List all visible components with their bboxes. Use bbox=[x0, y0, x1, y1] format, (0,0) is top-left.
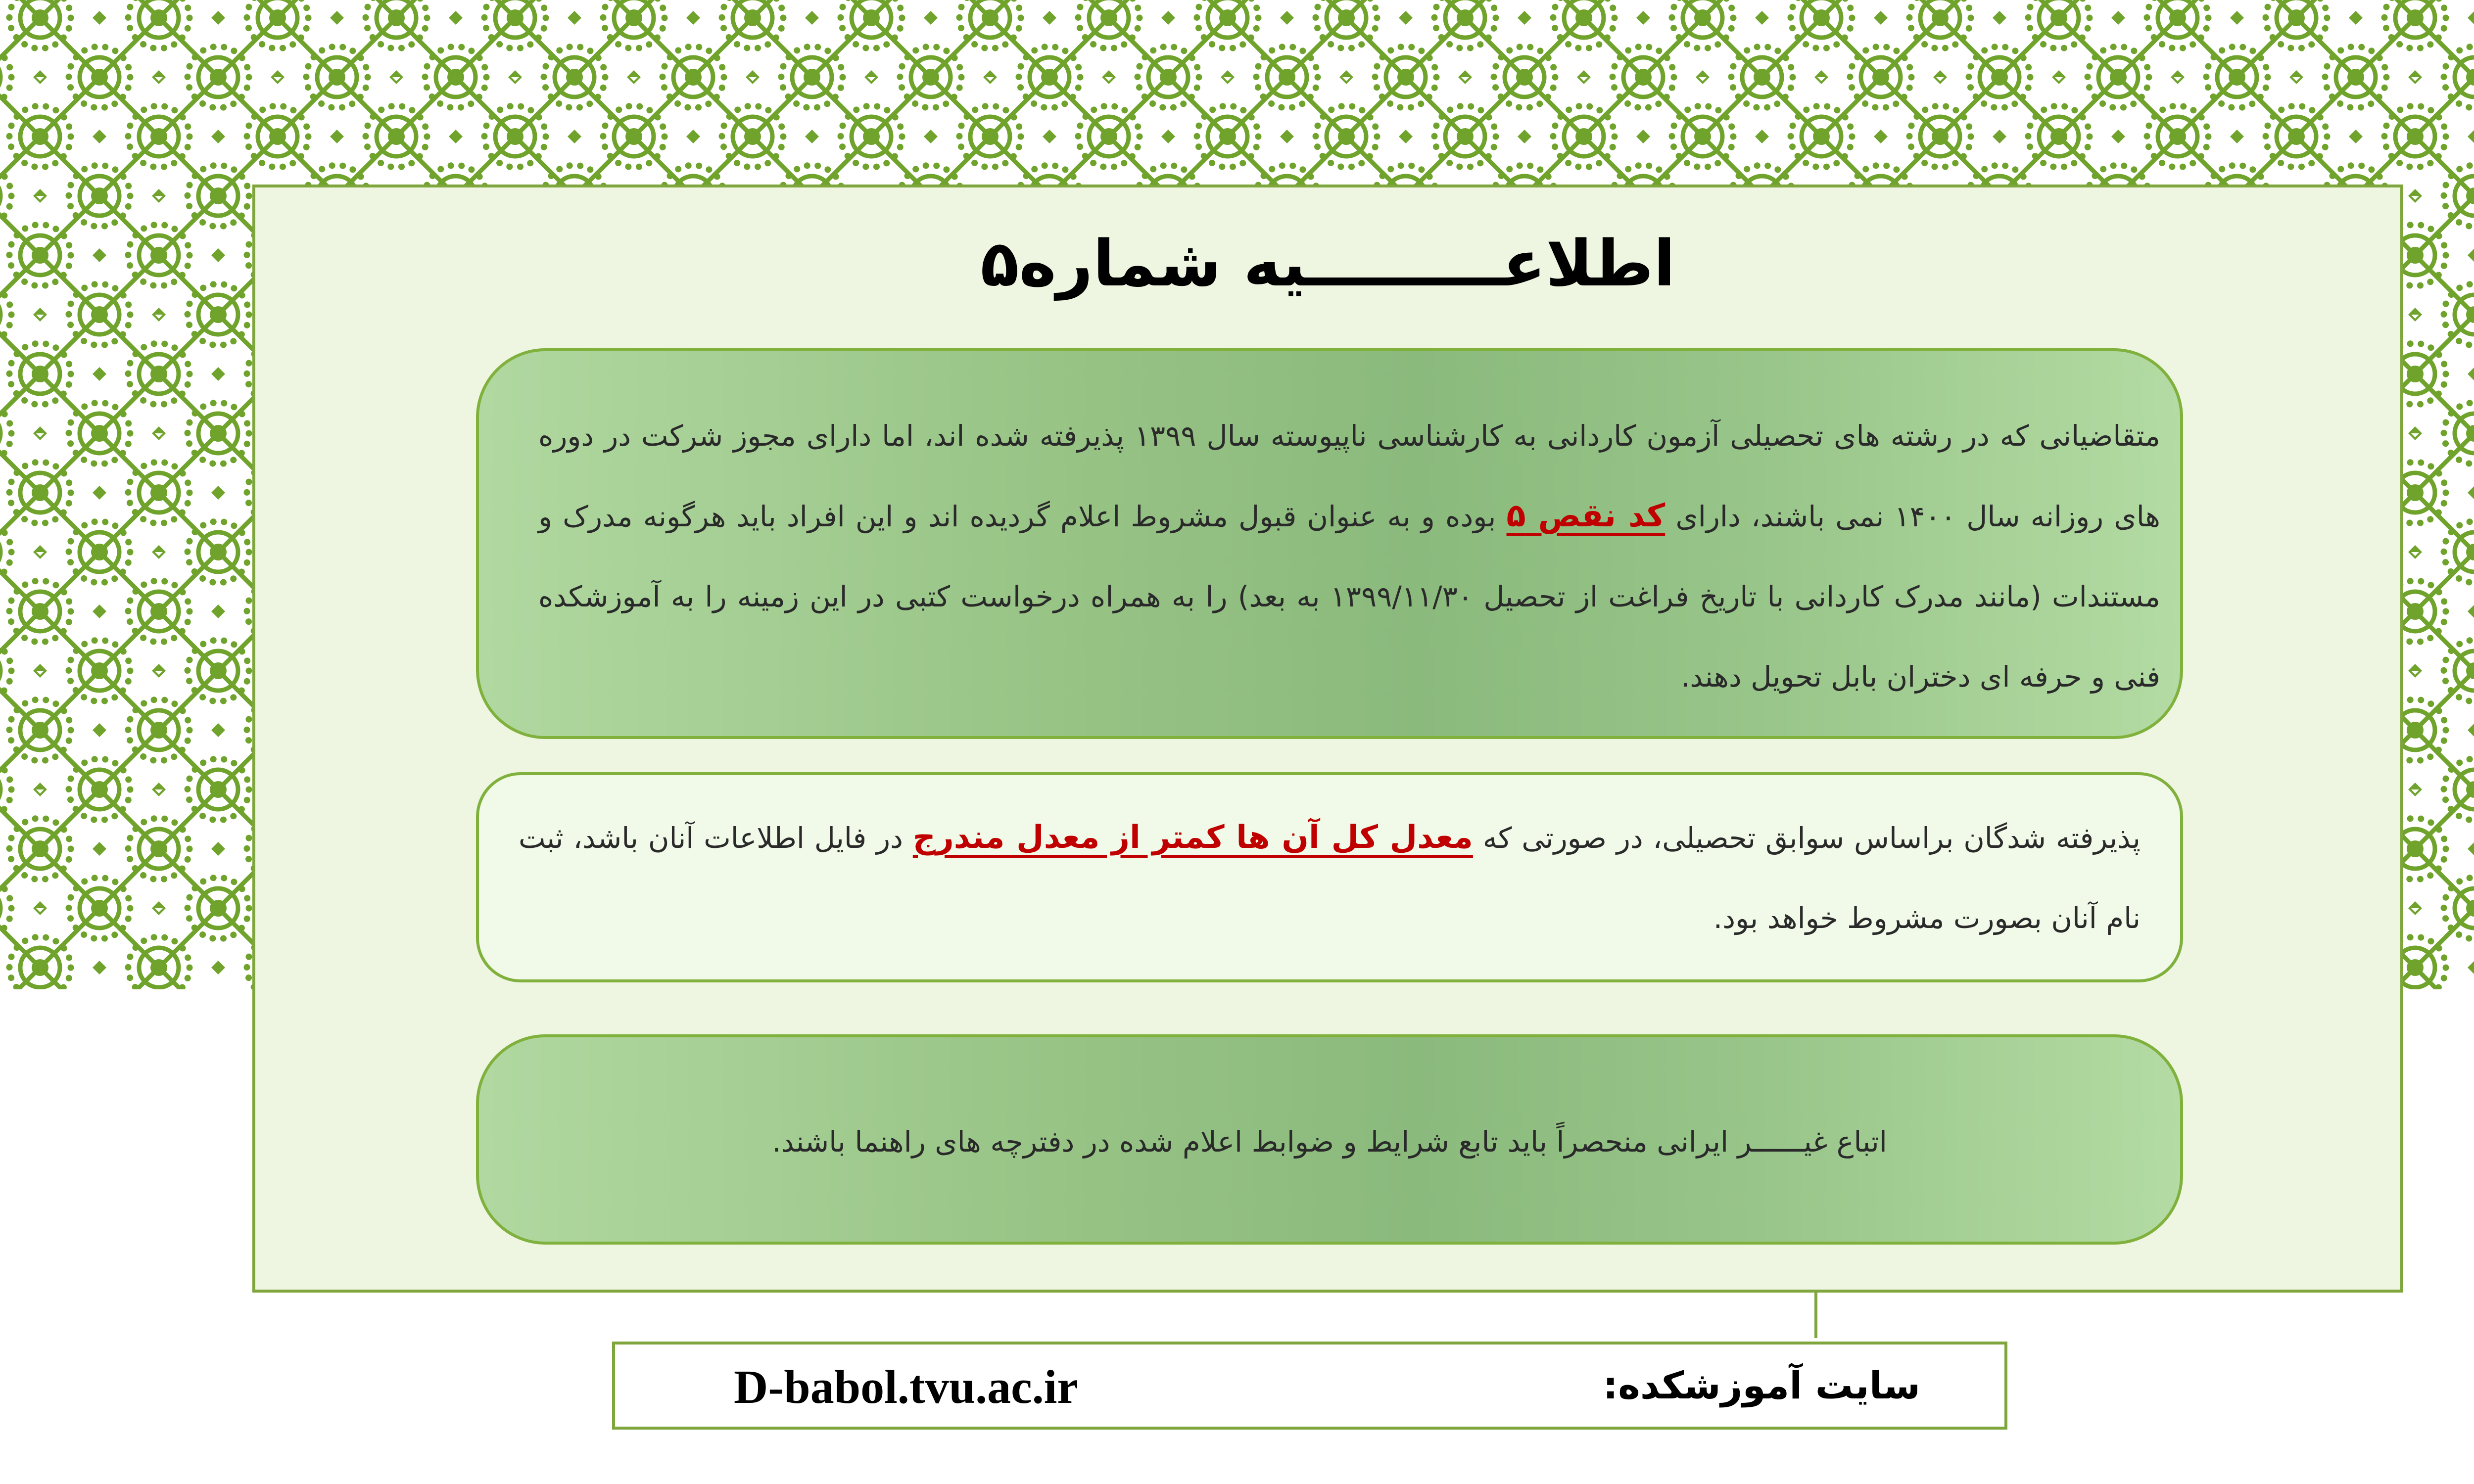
connector-line bbox=[1814, 1291, 1817, 1338]
announcement-panel bbox=[252, 185, 2403, 1293]
notice-1-text-after: بوده و به عنوان قبول مشروط اعلام گردیده اند و این افراد باید هرگونه مدرک و مستندات (مانند مدرک کاردانی با تاریخ فراغت از تحصیل ۱۳۹۹/۱۱/۳۰ به بعد) را به همراه درخواست کتبی در این زمینه را به آموزشکده فنی و حرفه ای دختران بابل تحویل دهند. bbox=[538, 500, 2160, 694]
notice-1-text-before: متقاضیانی که در رشته های تحصیلی آزمون کاردانی به کارشناسی ناپیوسته سال ۱۳۹۹ پذیرفته شده اند، اما دارای مجوز شرکت در دوره های روزانه سال ۱۴۰۰ نمی باشند، دارای bbox=[538, 419, 2160, 533]
footer-box bbox=[612, 1342, 2007, 1430]
notice-2-text bbox=[519, 797, 2141, 958]
footer-website-link[interactable]: D-babol.tvu.ac.ir bbox=[734, 1360, 1078, 1413]
notice-box-1 bbox=[476, 348, 2183, 739]
notice-2-emphasis: معدل کل آن ها کمتر از معدل مندرج bbox=[912, 819, 1473, 856]
notice-2-text-before: پذیرفته شدگان براساس سوابق تحصیلی، در صورتی که bbox=[1473, 821, 2141, 855]
notice-1-text bbox=[538, 396, 2160, 717]
footer-label: سایت آموزشکده: bbox=[1603, 1363, 1920, 1407]
notice-2-text-after: در فایل اطلاعات آنان باشد، ثبت نام آنان بصورت مشروط خواهد بود. bbox=[519, 821, 2141, 935]
notice-3-text: اتباع غیــــــر ایرانی منحصراً باید تابع شرایط و ضوابط اعلام شده در دفترچه های راهنما باشند. bbox=[772, 1125, 1887, 1159]
notice-1-emphasis: کد نقص ۵ bbox=[1506, 498, 1665, 534]
notice-box-2 bbox=[476, 772, 2183, 982]
page-title: اطلاعـــــــــیه شماره۵ bbox=[980, 227, 1675, 301]
notice-box-3 bbox=[476, 1034, 2183, 1245]
